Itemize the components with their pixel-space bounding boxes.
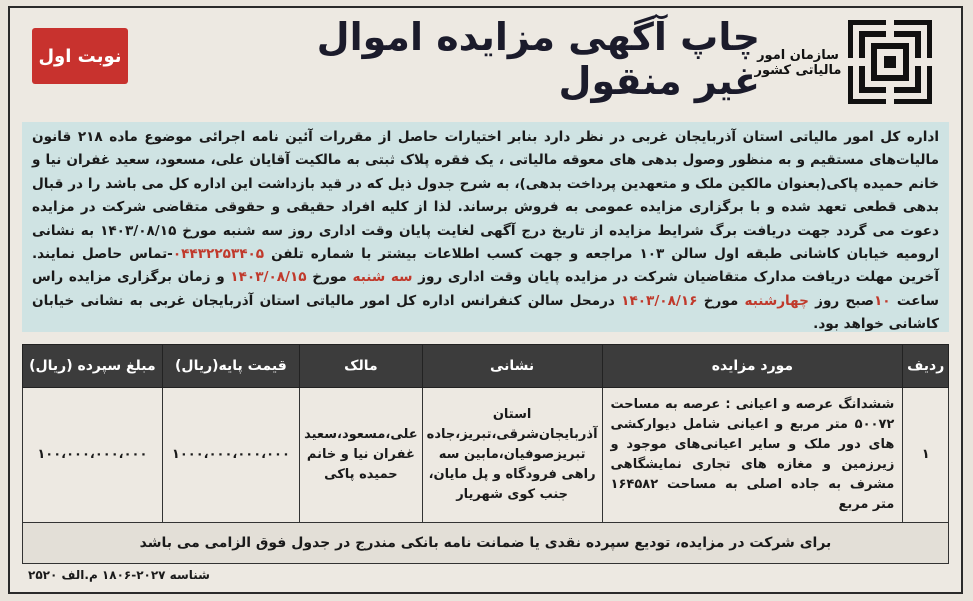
- body-part-3: مورخ: [306, 269, 353, 286]
- body-part-7: درمحل سالن کنفرانس اداره کل امور مالیاتی استان آذربایجان غربی به نشانی خیابان کاشانی خواهد بود.: [32, 292, 939, 333]
- notice-header: [10, 10, 961, 110]
- cell-owner: علی،مسعود،سعید غفران نیا و خانم حمیده پاکی: [300, 388, 423, 523]
- deposit-note: برای شرکت در مزایده، تودیع سپرده نقدی یا ضمانت نامه بانکی مندرج در جدول فوق الزامی می باشد: [23, 523, 949, 564]
- header-address: نشانی: [422, 345, 602, 388]
- body-part-2: -تماس حاصل نمایند. آخرین مهلت دریافت مدارک متقاضیان شرکت در مزایده پایان وقت اداری روز: [32, 246, 939, 286]
- org-name: سازمان امور مالیاتی کشور: [754, 48, 842, 78]
- body-part-5: صبح روز: [808, 292, 874, 309]
- round-badge: نوبت اول: [32, 28, 128, 84]
- notice-id: شناسه ۲۰۲۷-۱۸۰۶ م.الف ۲۵۲۰: [28, 568, 210, 582]
- notice-title: چاپ آگهی مزایده اموال غیر منقول: [316, 15, 760, 103]
- body-part-6: مورخ: [697, 292, 745, 309]
- deadline-day: سه شنبه: [352, 269, 413, 286]
- notice-body: [22, 122, 949, 332]
- header-owner: مالک: [300, 345, 423, 388]
- table-row: [23, 388, 949, 523]
- tax-organization-logo-icon: [848, 20, 932, 104]
- header-base-price: قیمت پایه(ریال): [162, 345, 299, 388]
- auction-day: چهارشنبه: [744, 292, 809, 309]
- phone-number: ۰۴۴۳۲۲۵۳۴۰۵: [172, 246, 265, 263]
- cell-row-number: ۱: [903, 388, 949, 523]
- auction-hour: ۱۰: [873, 292, 891, 309]
- cell-base-price: ۱۰۰۰،۰۰۰،۰۰۰،۰۰۰: [162, 388, 299, 523]
- body-part-1: اداره کل امور مالیاتی استان آذربایجان غربی در نظر دارد بنابر اختیارات حاصل از مقررات آئین نامه اجرائی موضوع ماده ۲۱۸ قانون مالیات‌های مستقیم و به منظور وصول بدهی های معوقه مالیاتی ، یک فقره پلاک ثبتی به مالکیت آقایان علی، مسعود، سعید غفران نیا و خانم حمیده پاکی(بعنوان مالکین ملک و متعهدین پرداخت بدهی)، به شرح جدول ذیل که در قید بازداشت این اداره کل می باشد را در قبال بدهی قطعی تعهد شده و با برگزاری مزایده عمومی به فروش برساند. لذا از کلیه افراد حقیقی و حقوقی متقاضی شرکت در مزایده دعوت می گردد جهت دریافت برگ شرایط مزایده از تاریخ درج آگهی لغایت پایان وقت اداری روز سه شنبه مورخ ۱۴۰۳/۰۸/۱۵ به نشانی ارومیه خیابان کاشانی طبقه اول سالن ۱۰۳ مراجعه و جهت کسب اطلاعات بیشتر با شماره تلفن: [32, 129, 939, 263]
- deadline-date: ۱۴۰۳/۰۸/۱۵: [230, 269, 307, 286]
- auction-items-table: [22, 344, 949, 564]
- body-part-4: و زمان برگزاری مزایده راس ساعت: [32, 269, 939, 309]
- cell-address: استان آذربایجان‌شرقی،تبریز،جاده تبریزصوفیان،مابین سه راهی فرودگاه و پل مایان، جنب کوی شهریار: [422, 388, 602, 523]
- header-subject: مورد مزایده: [602, 345, 903, 388]
- header-row-number: ردیف: [903, 345, 949, 388]
- table-note-row: [23, 523, 949, 564]
- cell-deposit: ۱۰۰،۰۰۰،۰۰۰،۰۰۰: [23, 388, 163, 523]
- header-deposit: مبلغ سپرده (ریال): [23, 345, 163, 388]
- cell-subject: ششدانگ عرصه و اعیانی : عرصه به مساحت ۵۰۰۷۲ متر مربع و اعیانی شامل دیوارکشی های دور ملک و سایر اعیانی‌های موجود و زیرزمین و مغازه های تجاری نمایشگاهی مشرف به جاده اصلی به مساحت ۱۶۴۵۸۲ متر مربع: [602, 388, 903, 523]
- table-header-row: [23, 345, 949, 388]
- auction-date: ۱۴۰۳/۰۸/۱۶: [621, 292, 698, 309]
